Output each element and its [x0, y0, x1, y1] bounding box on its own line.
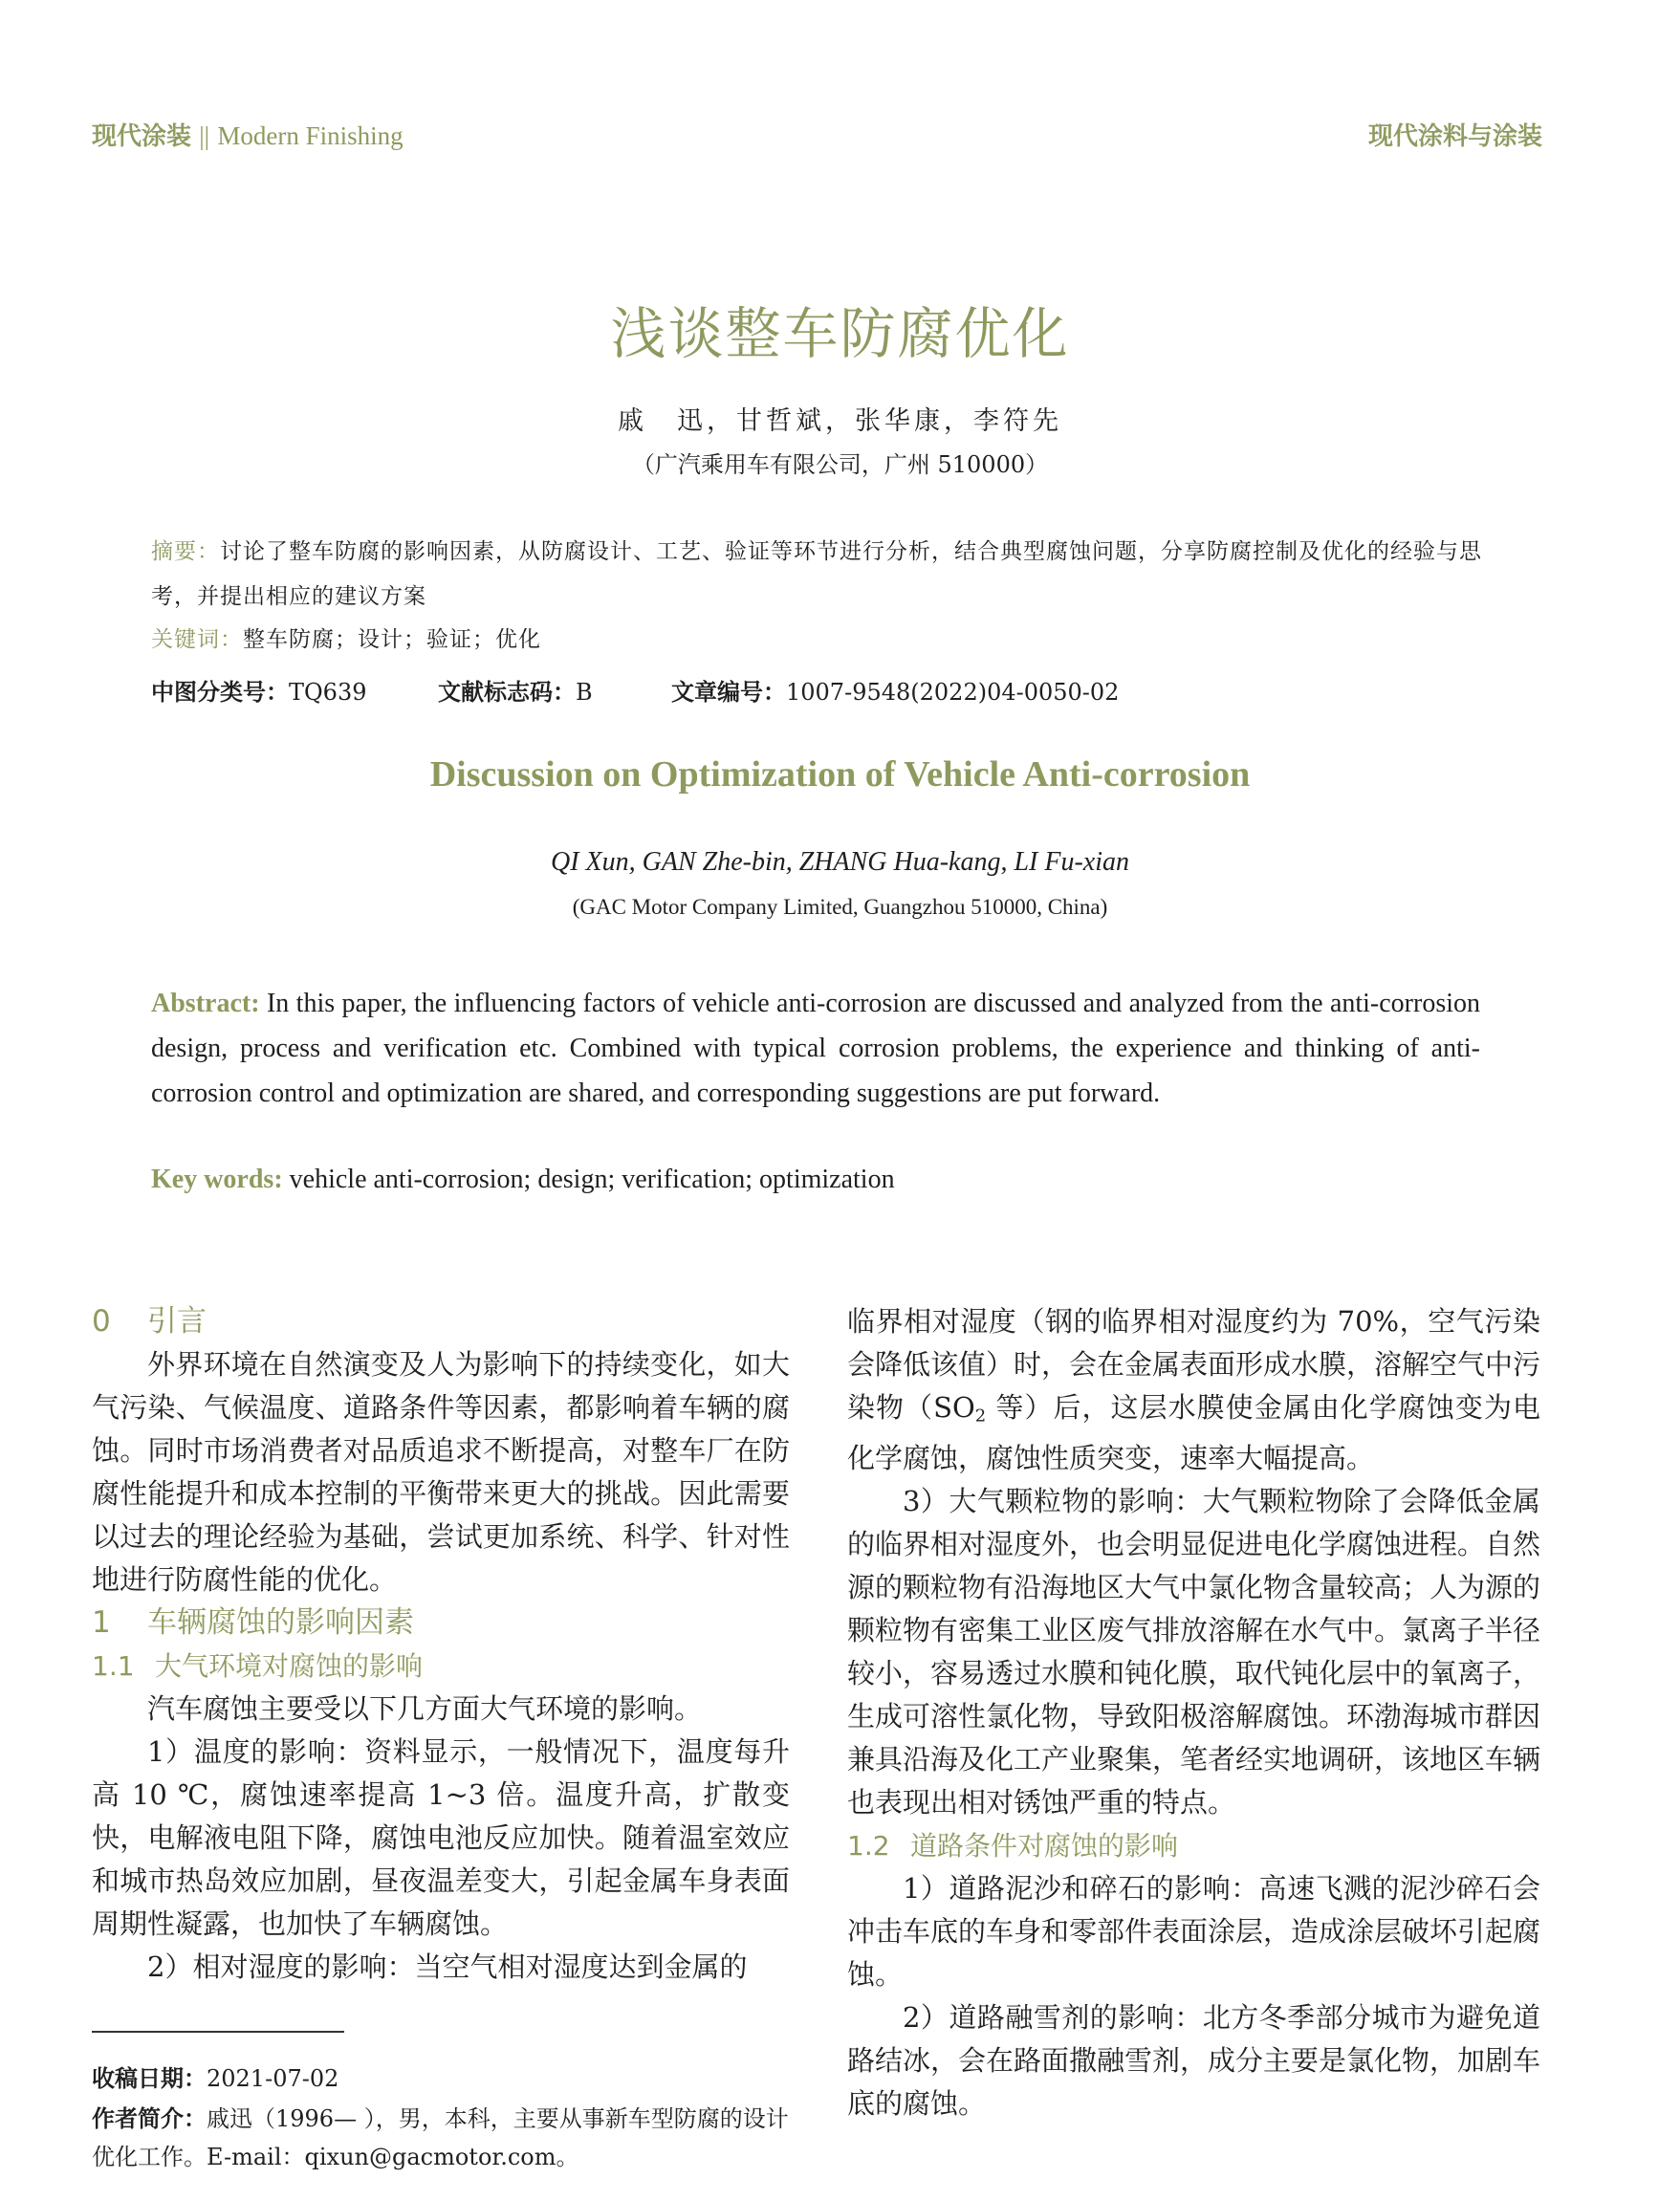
section-title: 车辆腐蚀的影响因素	[147, 1605, 414, 1640]
paragraph: 2）道路融雪剂的影响：北方冬季部分城市为避免道路结冰，会在路面撒融雪剂，成分主要是氯化物，加剧车底的腐蚀。	[847, 2001, 1541, 2121]
paragraph	[847, 1300, 1540, 1480]
abstract-en	[151, 981, 1480, 1116]
subsection-number: 1.1	[92, 1650, 135, 1682]
paper-title: 浅谈整车防腐优化	[610, 301, 1070, 366]
keywords-cn	[151, 621, 541, 653]
subscript: 2	[974, 1406, 987, 1427]
section-title: 引言	[147, 1304, 207, 1339]
received-label: 收稿日期：	[92, 2065, 207, 2092]
header-separator: ||	[199, 121, 210, 150]
paragraph: 汽车腐蚀主要受以下几方面大气环境的影响。	[147, 1692, 703, 1725]
author-list-en: QI Xun, GAN Zhe-bin, ZHANG Hua-kang, LI Fu-xian	[550, 847, 1130, 877]
section-number: 1	[92, 1605, 111, 1640]
paragraph: 3）大气颗粒物的影响：大气颗粒物除了会降低金属的临界相对湿度外，也会明显促进电化学腐蚀进程。自然源的颗粒物有沿海地区大气中氯化物含量较高；人为源的颗粒物有密集工业区废气排放溶解在水气中。氯离子半径较小，容易透过水膜和钝化膜，取代钝化层中的氧离子，生成可溶性氯化物，导致阳极溶解腐蚀。环渤海城市群因兼具沿海及化工产业聚集，笔者经实地调研，该地区车辆也表现出相对锈蚀严重的特点。	[847, 1485, 1541, 1820]
paragraph: 外界环境在自然演变及人为影响下的持续变化，如大气污染、气候温度、道路条件等因素，都影响着车辆的腐蚀。同时市场消费者对品质追求不断提高，对整车厂在防腐性能提升和成本控制的平衡带来更大的挑战。因此需要以过去的理论经验为基础，尝试更加系统、科学、针对性地进行防腐性能的优化。	[92, 1348, 790, 1596]
abstract-cn	[151, 530, 1490, 620]
abstract-cn-label: 摘要：	[151, 539, 220, 564]
abstract-cn-text: 讨论了整车防腐的影响因素，从防腐设计、工艺、验证等环节进行分析，结合典型腐蚀问题，分享防腐控制及优化的经验与思考，并提出相应的建议方案	[151, 539, 1482, 609]
footnote-author	[92, 2100, 795, 2176]
subsection-title: 大气环境对腐蚀的影响	[155, 1650, 424, 1682]
footnote-received	[92, 2059, 795, 2098]
author-bio-text: 戚迅（1996— ），男，本科，主要从事新车型防腐的设计优化工作。E-mail：qixun@gacmotor.com。	[92, 2105, 789, 2170]
subsection-number: 1.2	[847, 1830, 890, 1863]
section-heading-1	[92, 1602, 790, 1645]
paragraph-text: 等）后，这层水膜使金属由化学腐蚀变为电化学腐蚀，腐蚀性质突变，速率大幅提高。	[847, 1391, 1540, 1475]
paragraph: 1）道路泥沙和碎石的影响：高速飞溅的泥沙碎石会冲击车底的车身和零部件表面涂层，造成涂层破坏引起腐蚀。	[847, 1872, 1541, 1992]
section-number: 0	[92, 1304, 111, 1339]
paragraph: 2）相对湿度的影响：当空气相对湿度达到金属的	[147, 1950, 748, 1983]
subsection-heading-1-2	[847, 1824, 1540, 1867]
running-header-left	[92, 117, 404, 152]
article-number-label: 文章编号：	[671, 679, 786, 706]
keywords-cn-label: 关键词：	[151, 627, 243, 652]
article-number-value: 1007-9548(2022)04-0050-02	[786, 679, 1120, 706]
body-column-left	[92, 1300, 790, 1989]
document-code	[438, 673, 593, 707]
journal-name-cn: 现代涂装	[92, 122, 192, 151]
abstract-en-label: Abstract:	[151, 989, 260, 1018]
body-column-right	[847, 1300, 1540, 2125]
paragraph: 1）温度的影响：资料显示，一般情况下，温度每升高 10 ℃，腐蚀速率提高 1~3 倍。温度升高，扩散变快，电解液电阻下降，腐蚀电池反应加快。随着温室效应和城市热岛效应加剧，昼夜温差变大，引起金属车身表面周期性凝露，也加快了车辆腐蚀。	[92, 1735, 790, 1940]
subsection-title: 道路条件对腐蚀的影响	[910, 1830, 1179, 1863]
journal-name-en: Modern Finishing	[217, 121, 404, 150]
paper-title-en: Discussion on Optimization of Vehicle Anti-corrosion	[429, 754, 1251, 795]
affiliation: （广汽乘用车有限公司，广州 510000）	[631, 451, 1049, 478]
author-bio-label: 作者简介：	[92, 2105, 207, 2132]
received-date: 2021-07-02	[207, 2065, 339, 2092]
article-number	[671, 673, 1119, 707]
subsection-heading-1-1	[92, 1645, 790, 1688]
running-header-right: 现代涂料与涂装	[1367, 122, 1542, 151]
clc-value: TQ639	[289, 679, 367, 706]
keywords-en-label: Key words:	[151, 1165, 283, 1194]
clc-number	[151, 673, 367, 707]
keywords-en	[151, 1165, 895, 1195]
keywords-cn-text: 整车防腐；设计；验证；优化	[243, 627, 541, 652]
paragraph-text: 临界相对湿度（钢的临界相对湿度约为 70%，空气污染会降低该值）时，会在金属表面形成水膜，溶解空气中污染物（SO	[847, 1305, 1541, 1424]
footnote-rule	[92, 2031, 344, 2033]
author-list: 戚 迅，甘哲斌，张华康，李符先	[618, 406, 1062, 436]
abstract-en-text: In this paper, the influencing factors of vehicle anti-corrosion are discussed and analyzed from the anti-corrosion design, process and verification etc. Combined with typical corrosion problems, the experience and thinking of anti-corrosion control and optimization are shared, and corresponding suggestions are put forward.	[151, 989, 1481, 1108]
doc-code-label: 文献标志码：	[438, 679, 576, 706]
keywords-en-text: vehicle anti-corrosion; design; verification; optimization	[289, 1165, 895, 1194]
section-heading-0	[92, 1300, 790, 1343]
doc-code-value: B	[576, 679, 593, 706]
clc-label: 中图分类号：	[151, 679, 289, 706]
affiliation-en: (GAC Motor Company Limited, Guangzhou 510000, China)	[572, 895, 1108, 919]
